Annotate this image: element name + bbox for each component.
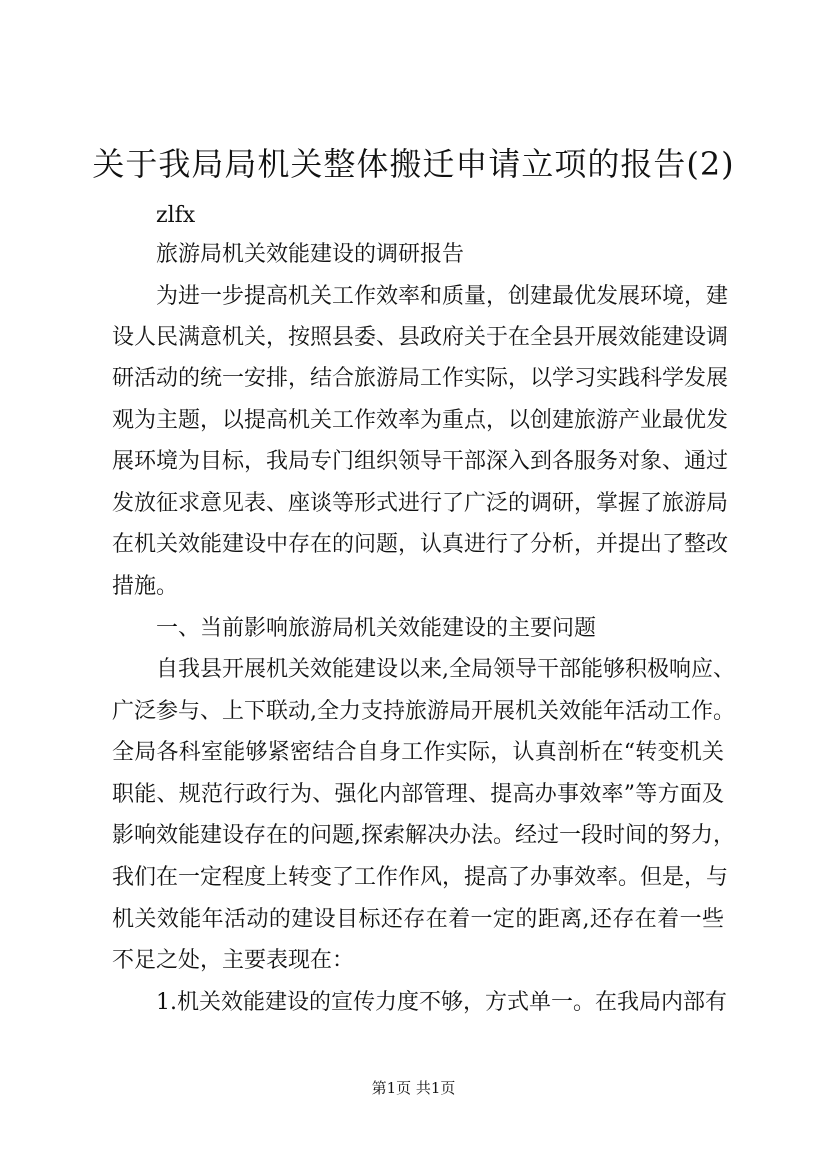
body-line: 自我县开展机关效能建设以来,全局领导干部能够积极响应、: [156, 657, 735, 682]
section-heading: 一、当前影响旅游局机关效能建设的主要问题: [156, 616, 597, 641]
body-line: 机关效能年活动的建设目标还存在着一定的距离,还存在着一些: [112, 907, 724, 932]
body-line: 发放征求意见表、座谈等形式进行了广泛的调研，掌握了旅游局: [112, 491, 729, 516]
body-line: 设人民满意机关，按照县委、县政府关于在全县开展效能建设调: [112, 325, 729, 350]
body-line: 影响效能建设存在的问题,探索解决办法。经过一段时间的努力，: [112, 823, 735, 848]
body-line: 1.机关效能建设的宣传力度不够，方式单一。在我局内部有: [156, 990, 727, 1015]
body-line: 在机关效能建设中存在的问题，认真进行了分析，并提出了整改: [112, 532, 729, 557]
body-line: 措施。: [112, 574, 179, 599]
body-line: 为进一步提高机关工作效率和质量，创建最优发展环境，建: [156, 284, 729, 309]
body-line: 不足之处，主要表现在：: [112, 948, 355, 973]
page-footer: 第1页 共1页: [371, 1079, 456, 1097]
body-line: 展环境为目标，我局专门组织领导干部深入到各服务对象、通过: [112, 449, 729, 474]
body-line: zlfx: [156, 203, 196, 228]
body-line: 旅游局机关效能建设的调研报告: [156, 242, 465, 267]
body-line: 我们在一定程度上转变了工作作风，提高了办事效率。但是，与: [112, 865, 729, 890]
body-line: 观为主题，以提高机关工作效率为重点，以创建旅游产业最优发: [112, 408, 729, 433]
document-title: 关于我局局机关整体搬迁申请立项的报告(2): [92, 145, 735, 183]
body-line: 研活动的统一安排，结合旅游局工作实际，以学习实践科学发展: [112, 366, 729, 391]
body-line: 全局各科室能够紧密结合自身工作实际，认真剖析在“转变机关: [112, 740, 724, 765]
body-line: 职能、规范行政行为、强化内部管理、提高办事效率”等方面及: [112, 782, 724, 807]
body-line: 广泛参与、上下联动,全力支持旅游局开展机关效能年活动工作。: [112, 699, 735, 724]
